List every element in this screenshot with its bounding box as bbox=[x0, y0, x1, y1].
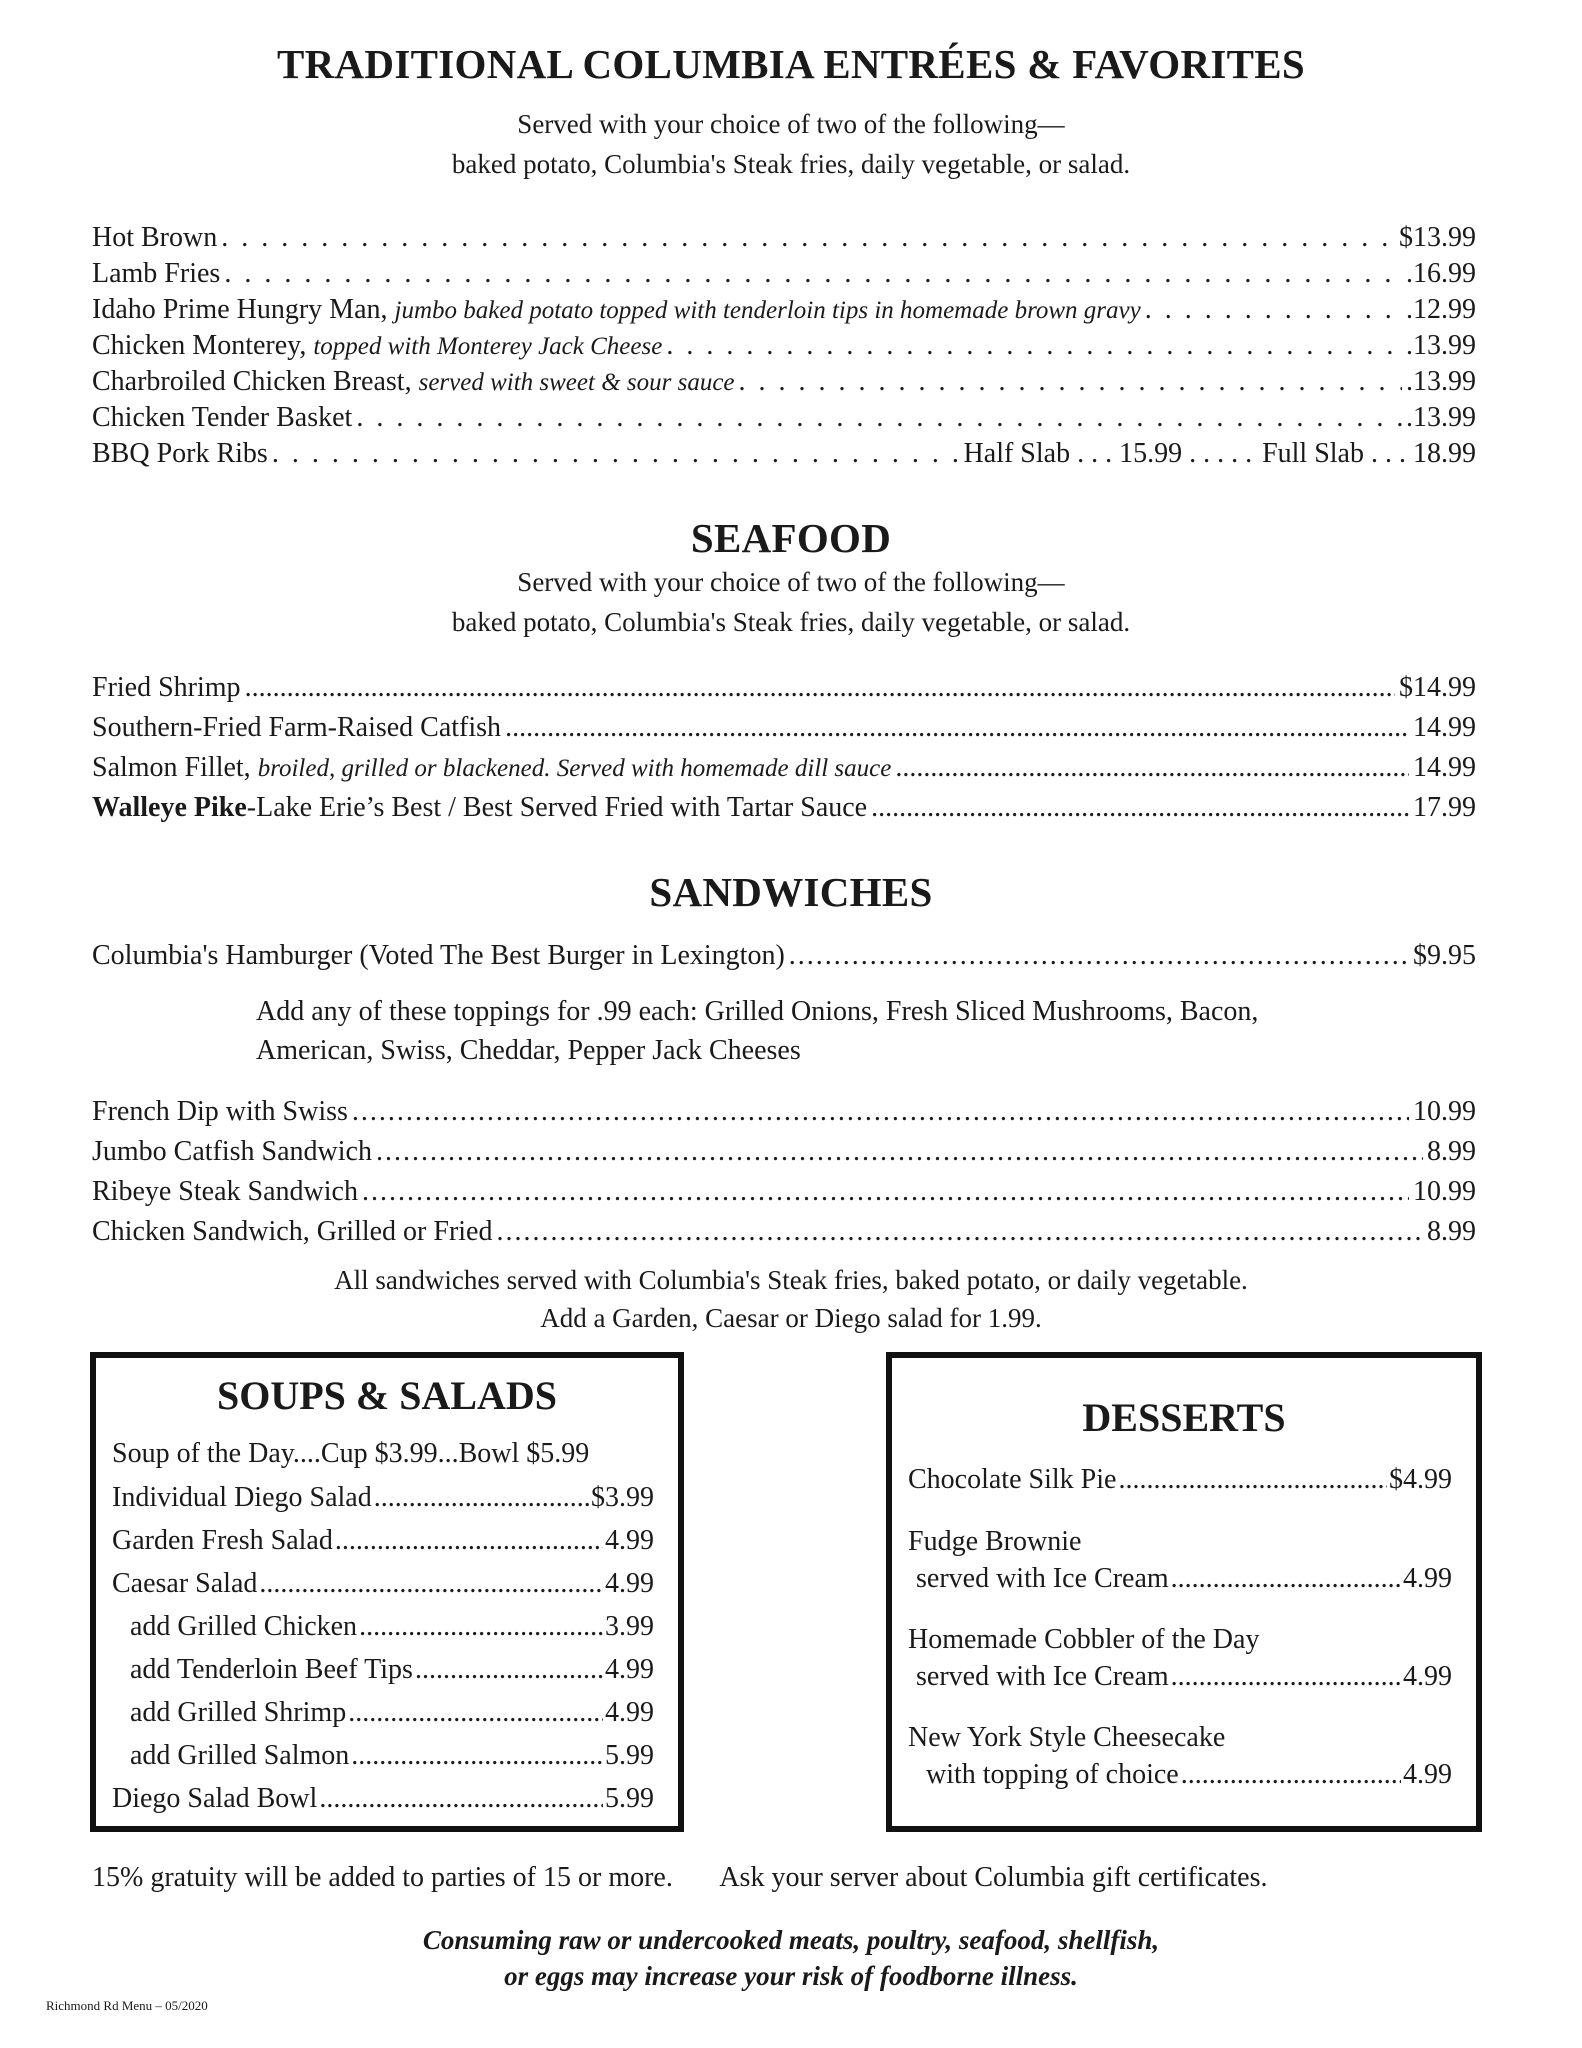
menu-item bbox=[92, 366, 1476, 404]
item-price: 5.99 bbox=[605, 1783, 654, 1814]
item-price: 14.99 bbox=[1413, 752, 1476, 783]
item-price: 17.99 bbox=[1413, 792, 1476, 823]
item-name: add Tenderloin Beef Tips bbox=[130, 1654, 413, 1685]
entrees-title: TRADITIONAL COLUMBIA ENTRÉES & FAVORITES bbox=[276, 41, 1306, 87]
item-name: Lamb Fries bbox=[92, 258, 221, 289]
menu-item bbox=[92, 330, 1476, 368]
menu-item bbox=[112, 1783, 654, 1823]
item-price: 4.99 bbox=[605, 1568, 654, 1599]
menu-item bbox=[92, 1096, 1476, 1134]
leader-dots bbox=[1171, 1563, 1401, 1595]
sandwiches-title: SANDWICHES bbox=[649, 869, 933, 915]
item-name: Fried Shrimp bbox=[92, 672, 241, 703]
menu-item bbox=[92, 1136, 1476, 1174]
leader-dots bbox=[1145, 294, 1402, 326]
item-price: $13.99 bbox=[1399, 222, 1476, 253]
item-name: Chicken Monterey, bbox=[92, 330, 307, 361]
item-price: 8.99 bbox=[1427, 1136, 1476, 1167]
item-price: 4.99 bbox=[605, 1525, 654, 1556]
menu-item bbox=[112, 1482, 654, 1522]
leader-dots bbox=[224, 258, 1402, 290]
item-price: 4.99 bbox=[1403, 1661, 1452, 1692]
item-name: Chocolate Silk Pie bbox=[908, 1464, 1117, 1495]
leader-dots bbox=[666, 330, 1402, 362]
dessert-item bbox=[908, 1464, 1452, 1504]
seafood-title: SEAFOOD bbox=[690, 515, 892, 561]
menu-item bbox=[130, 1654, 654, 1694]
item-detail: served with Ice Cream bbox=[916, 1563, 1169, 1594]
leader-dots bbox=[221, 222, 1395, 254]
item-name: Charbroiled Chicken Breast, bbox=[92, 366, 412, 397]
item-name: Columbia's Hamburger (Voted The Best Burger in Lexington) bbox=[92, 940, 785, 971]
leader-dots bbox=[871, 792, 1409, 824]
item-price: .13.99 bbox=[1406, 330, 1476, 361]
item-name: Caesar Salad bbox=[112, 1568, 258, 1599]
item-name: Diego Salad Bowl bbox=[112, 1783, 318, 1814]
leader-dots bbox=[335, 1525, 603, 1557]
item-price: 3.99 bbox=[605, 1611, 654, 1642]
item-name: French Dip with Swiss bbox=[92, 1096, 348, 1127]
menu-item-walleye bbox=[92, 792, 1476, 830]
menu-item bbox=[130, 1740, 654, 1780]
item-price: $3.99 bbox=[591, 1482, 654, 1513]
soup-of-day: Soup of the Day....Cup $3.99...Bowl $5.99 bbox=[112, 1438, 590, 1469]
item-name: Salmon Fillet, bbox=[92, 752, 251, 783]
dessert-item bbox=[926, 1759, 1452, 1799]
item-price: 14.99 bbox=[1413, 712, 1476, 743]
entrees-note-line1: Served with your choice of two of the following— bbox=[517, 109, 1065, 139]
leader-dots bbox=[895, 752, 1409, 784]
item-name: add Grilled Shrimp bbox=[130, 1697, 347, 1728]
item-description: jumbo baked potato topped with tenderloin tips in homemade brown gravy bbox=[394, 297, 1141, 324]
item-price: $9.95 bbox=[1413, 940, 1476, 971]
item-description: topped with Monterey Jack Cheese bbox=[313, 333, 663, 360]
menu-item-burger bbox=[92, 940, 1476, 978]
toppings-line2: American, Swiss, Cheddar, Pepper Jack Cheeses bbox=[256, 1035, 801, 1066]
item-price: 5.99 bbox=[605, 1740, 654, 1771]
item-price: 8.99 bbox=[1427, 1216, 1476, 1247]
leader-dots bbox=[245, 672, 1395, 704]
dessert-name: Fudge Brownie bbox=[908, 1526, 1082, 1557]
item-name: BBQ Pork Ribs bbox=[92, 438, 268, 469]
menu-item bbox=[92, 752, 1476, 790]
leader-dots bbox=[272, 438, 960, 470]
item-price: 4.99 bbox=[605, 1697, 654, 1728]
item-price: $14.99 bbox=[1399, 672, 1476, 703]
item-price: 4.99 bbox=[1403, 1759, 1452, 1790]
menu-item bbox=[92, 672, 1476, 710]
leader-dots bbox=[415, 1654, 603, 1686]
gratuity-note: 15% gratuity will be added to parties of 15 or more. bbox=[92, 1862, 673, 1893]
item-name: Chicken Tender Basket bbox=[92, 402, 353, 433]
desserts-title: DESSERTS bbox=[1082, 1395, 1286, 1440]
entrees-note-line2: baked potato, Columbia's Steak fries, daily vegetable, or salad. bbox=[451, 149, 1131, 179]
menu-item bbox=[112, 1525, 654, 1565]
item-price: $4.99 bbox=[1389, 1464, 1452, 1495]
item-price: .13.99 bbox=[1406, 366, 1476, 397]
item-name: Southern-Fried Farm-Raised Catfish bbox=[92, 712, 502, 743]
item-name: add Grilled Salmon bbox=[130, 1740, 350, 1771]
leader-dots bbox=[362, 1176, 1409, 1208]
full-slab-price: Full Slab . . . 18.99 bbox=[1262, 438, 1476, 469]
leader-dots bbox=[352, 1096, 1409, 1128]
sandwiches-note-line2: Add a Garden, Caesar or Diego salad for 1.99. bbox=[540, 1303, 1042, 1333]
gift-certificate-note: Ask your server about Columbia gift certificates. bbox=[719, 1862, 1268, 1893]
menu-item bbox=[130, 1611, 654, 1651]
dessert-item bbox=[916, 1661, 1452, 1701]
seafood-note-line1: Served with your choice of two of the following— bbox=[517, 567, 1065, 597]
leader-dots bbox=[351, 1740, 603, 1772]
item-description: broiled, grilled or blackened. Served with homemade dill sauce bbox=[257, 755, 892, 782]
desserts-box bbox=[886, 1352, 1482, 1832]
item-name-rest: -Lake Erie’s Best / Best Served Fried with Tartar Sauce bbox=[246, 792, 868, 823]
item-name: add Grilled Chicken bbox=[130, 1611, 358, 1642]
menu-item bbox=[92, 294, 1476, 332]
leader-dots bbox=[1118, 1464, 1387, 1496]
leader-dots bbox=[1171, 1661, 1401, 1693]
menu-item-ribs bbox=[92, 438, 1476, 476]
item-name: Individual Diego Salad bbox=[112, 1482, 372, 1513]
leader-dots bbox=[259, 1568, 603, 1600]
dessert-name: New York Style Cheesecake bbox=[908, 1722, 1226, 1753]
item-price: 4.99 bbox=[605, 1654, 654, 1685]
item-price: 4.99 bbox=[1403, 1563, 1452, 1594]
item-name: Hot Brown bbox=[92, 222, 218, 253]
leader-dots bbox=[376, 1136, 1423, 1168]
menu-item bbox=[112, 1568, 654, 1608]
leader-dots bbox=[739, 366, 1402, 398]
item-name-bold: Walleye Pike bbox=[92, 792, 247, 823]
item-description: served with sweet & sour sauce bbox=[418, 369, 735, 396]
soups-title: SOUPS & SALADS bbox=[216, 1373, 558, 1418]
menu-item bbox=[92, 222, 1476, 260]
health-warning-line2: or eggs may increase your risk of foodborne illness. bbox=[504, 1961, 1078, 1991]
menu-item bbox=[92, 258, 1476, 296]
item-detail: with topping of choice bbox=[926, 1759, 1179, 1790]
dessert-item bbox=[916, 1563, 1452, 1603]
leader-dots bbox=[1181, 1759, 1401, 1791]
menu-item bbox=[92, 402, 1476, 440]
item-price: 10.99 bbox=[1413, 1096, 1476, 1127]
item-name: Chicken Sandwich, Grilled or Fried bbox=[92, 1216, 493, 1247]
leader-dots bbox=[789, 940, 1409, 972]
item-price: 10.99 bbox=[1413, 1176, 1476, 1207]
leader-dots bbox=[356, 402, 1402, 434]
leader-dots bbox=[359, 1611, 603, 1643]
item-price: .16.99 bbox=[1406, 258, 1476, 289]
half-slab-price: Half Slab . . . 15.99 . . . . . bbox=[963, 438, 1253, 469]
item-name: Garden Fresh Salad bbox=[112, 1525, 333, 1556]
item-name: Ribeye Steak Sandwich bbox=[92, 1176, 358, 1207]
item-name: Jumbo Catfish Sandwich bbox=[92, 1136, 372, 1167]
menu-item bbox=[130, 1697, 654, 1737]
footer-notes bbox=[92, 1862, 1492, 1894]
seafood-note-line2: baked potato, Columbia's Steak fries, daily vegetable, or salad. bbox=[451, 607, 1131, 637]
leader-dots bbox=[319, 1783, 603, 1815]
menu-item bbox=[92, 712, 1476, 750]
item-price: .12.99 bbox=[1406, 294, 1476, 325]
menu-version-tag: Richmond Rd Menu – 05/2020 bbox=[46, 1998, 208, 2013]
menu-item bbox=[92, 1216, 1476, 1254]
leader-dots bbox=[496, 1216, 1423, 1248]
leader-dots bbox=[374, 1482, 589, 1514]
dessert-name: Homemade Cobbler of the Day bbox=[908, 1624, 1260, 1655]
leader-dots bbox=[505, 712, 1409, 744]
soups-salads-box bbox=[90, 1352, 684, 1832]
leader-dots bbox=[348, 1697, 603, 1729]
menu-item bbox=[92, 1176, 1476, 1214]
toppings-line1: Add any of these toppings for .99 each: Grilled Onions, Fresh Sliced Mushrooms, Bacon, bbox=[256, 996, 1259, 1027]
item-detail: served with Ice Cream bbox=[916, 1661, 1169, 1692]
item-name: Idaho Prime Hungry Man, bbox=[92, 294, 388, 325]
sandwiches-note-line1: All sandwiches served with Columbia's Steak fries, baked potato, or daily vegetable. bbox=[334, 1265, 1248, 1295]
health-warning-line1: Consuming raw or undercooked meats, poultry, seafood, shellfish, bbox=[422, 1925, 1160, 1955]
item-price: .13.99 bbox=[1406, 402, 1476, 433]
